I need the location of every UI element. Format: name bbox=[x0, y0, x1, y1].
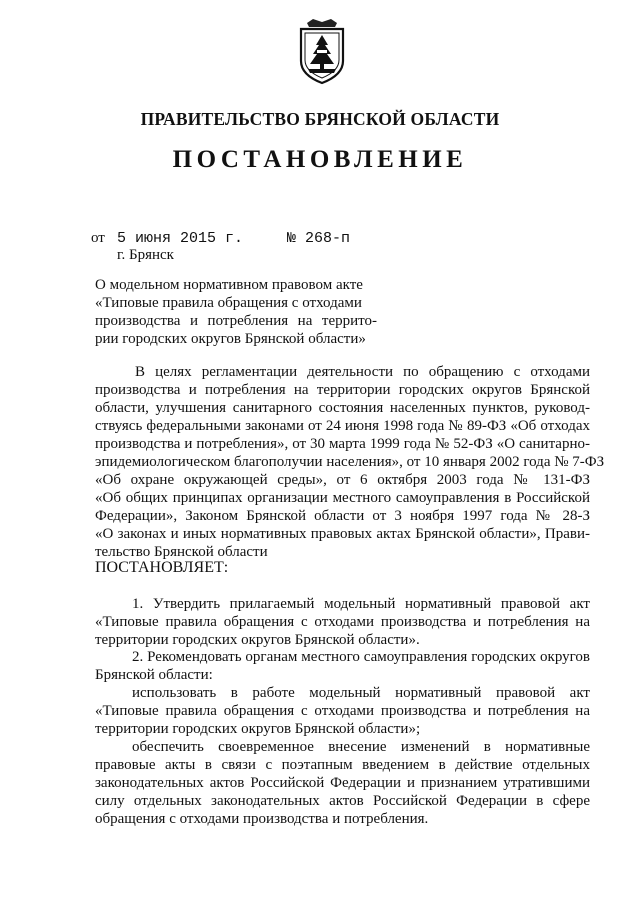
document-city: г. Брянск bbox=[117, 247, 174, 263]
item-line: 2. Рекомендовать органам местного самоуправления городских округов bbox=[132, 649, 590, 665]
preamble-line: эпидемиологическом благополучии населения», от 10 января 2002 года № 7-ФЗ bbox=[95, 454, 605, 470]
item-line: «Типовые правила обращения с отходами производства и потребления на bbox=[95, 614, 590, 630]
preamble-line: «Об общих принципах организации местного самоуправления в Российской bbox=[95, 490, 590, 506]
preamble-line: «Об охране окружающей среды», от 6 октября 2003 года № 131-ФЗ bbox=[95, 472, 590, 488]
preamble-line: тельство Брянской области bbox=[95, 544, 268, 560]
resolves-heading: ПОСТАНОВЛЯЕТ: bbox=[95, 559, 229, 576]
item-line: «Типовые правила обращения с отходами производства и потребления на bbox=[95, 703, 590, 719]
subject-line: О модельном нормативном правовом акте bbox=[95, 277, 363, 293]
subject-line: рии городских округов Брянской области» bbox=[95, 331, 366, 347]
item-line: обращения с отходами производства и потребления. bbox=[95, 811, 429, 827]
item-line: 1. Утвердить прилагаемый модельный нормативный правовой акт bbox=[132, 596, 590, 612]
preamble-line: Федерации», Законом Брянской области от 3 ноября 1997 года № 28-З bbox=[95, 508, 590, 524]
preamble-line: «О законах и иных нормативных правовых актах Брянской области», Прави- bbox=[95, 526, 590, 542]
coat-of-arms-icon bbox=[297, 17, 347, 85]
preamble-line: производства и потребления», от 30 марта 1999 года № 52-ФЗ «О санитарно- bbox=[95, 436, 590, 452]
item-line: территории городских округов Брянской области». bbox=[95, 632, 420, 648]
item-line: обеспечить своевременное внесение изменений в нормативные bbox=[132, 739, 590, 755]
item-line: правовые акты в связи с поэтапным введением в действие отдельных bbox=[95, 757, 590, 773]
government-title: ПРАВИТЕЛЬСТВО БРЯНСКОЙ ОБЛАСТИ bbox=[140, 109, 500, 129]
preamble-line: В целях регламентации деятельности по обращению с отходами bbox=[135, 364, 590, 380]
item-line: силу отдельных законодательных актов Российской Федерации в сфере bbox=[95, 793, 590, 809]
preamble-line: ствуясь федеральными законами от 24 июня 1998 года № 89-ФЗ «Об отходах bbox=[95, 418, 590, 434]
item-line: территории городских округов Брянской области»; bbox=[95, 721, 421, 737]
subject-line: «Типовые правила обращения с отходами bbox=[95, 295, 362, 311]
item-line: законодательных актов Российской Федерации и признанием утратившими bbox=[95, 775, 590, 791]
preamble-line: производства и потребления на территории городских округов Брянской bbox=[95, 382, 590, 398]
subject-line: производства и потребления на террито- bbox=[95, 313, 377, 329]
item-line: использовать в работе модельный нормативный правовой акт bbox=[132, 685, 590, 701]
date-prefix: от bbox=[91, 230, 105, 246]
item-line: Брянской области: bbox=[95, 667, 213, 683]
preamble-line: области, улучшения санитарного состояния населенных пунктов, руковод- bbox=[95, 400, 590, 416]
document-date: 5 июня 2015 г. bbox=[117, 230, 244, 247]
document-type-title: ПОСТАНОВЛЕНИЕ bbox=[172, 146, 468, 173]
document-number: № 268-п bbox=[287, 230, 351, 247]
